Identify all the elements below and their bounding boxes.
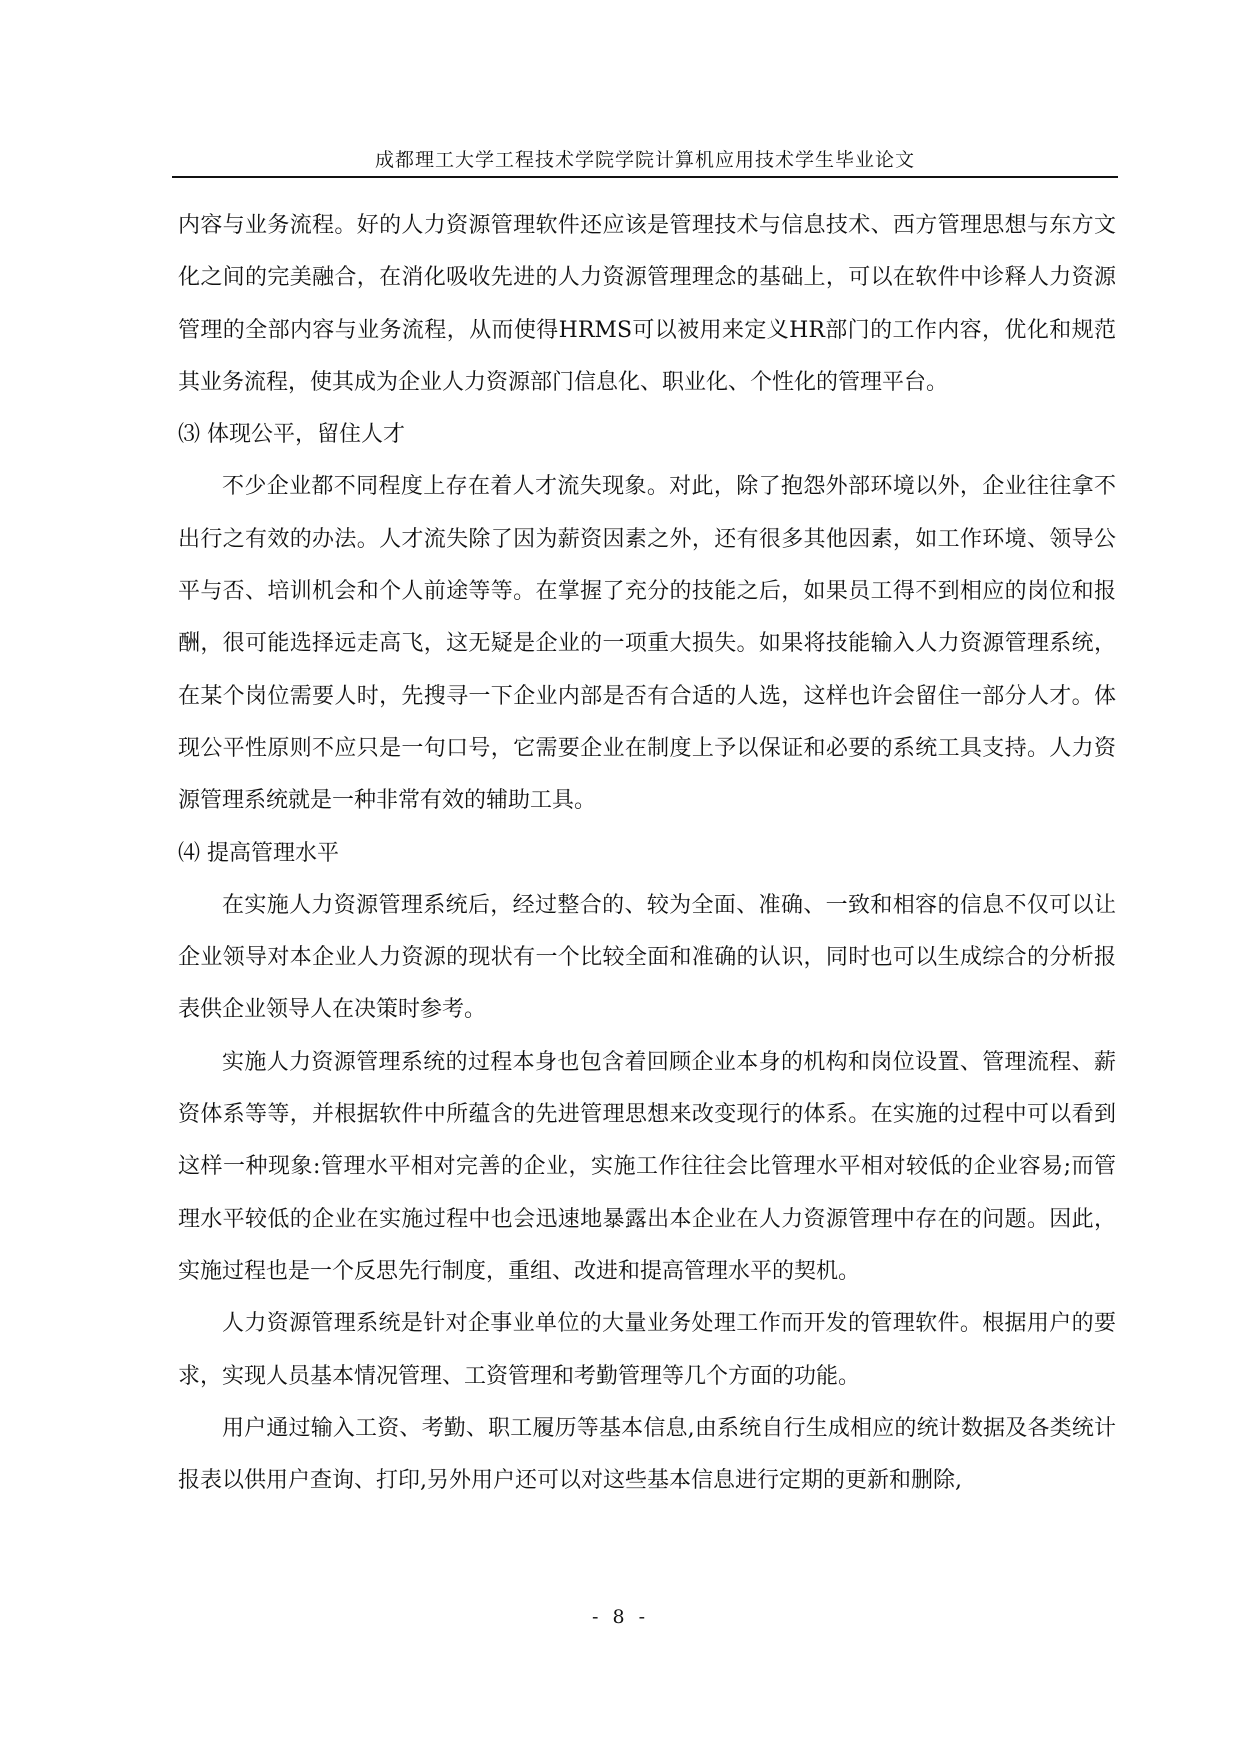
- paragraph-system: 人力资源管理系统是针对企事业单位的大量业务处理工作而开发的管理软件。根据用户的要求，实现人员基本情况管理、工资管理和考勤管理等几个方面的功能。: [178, 1311, 1116, 1389]
- page-number: - 8 -: [591, 1606, 649, 1628]
- section-heading-4: ⑷ 提高管理水平: [178, 840, 339, 866]
- document-body: [178, 200, 1116, 1507]
- paragraph-continued: 内容与业务流程。好的人力资源管理软件还应该是管理技术与信息技术、西方管理思想与东方文化之间的完美融合，在消化吸收先进的人力资源管理理念的基础上，可以在软件中诊释人力资源管理的全部内容与业务流程，从而使得HRMS可以被用来定义HR部门的工作内容，优化和规范其业务流程，使其成为企业人力资源部门信息化、职业化、个性化的管理平台。: [178, 213, 1116, 395]
- paragraph-implementation: 实施人力资源管理系统的过程本身也包含着回顾企业本身的机构和岗位设置、管理流程、薪资体系等等，并根据软件中所蕴含的先进管理思想来改变现行的体系。在实施的过程中可以看到这样一种现象:管理水平相对完善的企业，实施工作往往会比管理水平相对较低的企业容易;而管理水平较低的企业在实施过程中也会迅速地暴露出本企业在人力资源管理中存在的问题。因此，实施过程也是一个反思先行制度，重组、改进和提高管理水平的契机。: [178, 1049, 1116, 1284]
- section-heading-3: ⑶ 体现公平，留住人才: [178, 422, 405, 448]
- paragraph-fairness: 不少企业都不同程度上存在着人才流失现象。对此，除了抱怨外部环境以外，企业往往拿不出行之有效的办法。人才流失除了因为薪资因素之外，还有很多其他因素，如工作环境、领导公平与否、培训机会和个人前途等等。在掌握了充分的技能之后，如果员工得不到相应的岗位和报酬，很可能选择远走高飞，这无疑是企业的一项重大损失。如果将技能输入人力资源管理系统，在某个岗位需要人时，先搜寻一下企业内部是否有合适的人选，这样也许会留住一部分人才。体现公平性原则不应只是一句口号，它需要企业在制度上予以保证和必要的系统工具支持。人力资源管理系统就是一种非常有效的辅助工具。: [178, 474, 1116, 814]
- page-header: [172, 146, 1118, 178]
- paragraph-user-functions: 用户通过输入工资、考勤、职工履历等基本信息,由系统自行生成相应的统计数据及各类统计报表以供用户查询、打印,另外用户还可以对这些基本信息进行定期的更新和删除,: [178, 1415, 1116, 1494]
- header-title: 成都理工大学工程技术学院学院计算机应用技术学生毕业论文: [374, 149, 915, 171]
- paragraph-information: 在实施人力资源管理系统后，经过整合的、较为全面、准确、一致和相容的信息不仅可以让企业领导对本企业人力资源的现状有一个比较全面和准确的认识，同时也可以生成综合的分析报表供企业领导人在决策时参考。: [178, 892, 1116, 1023]
